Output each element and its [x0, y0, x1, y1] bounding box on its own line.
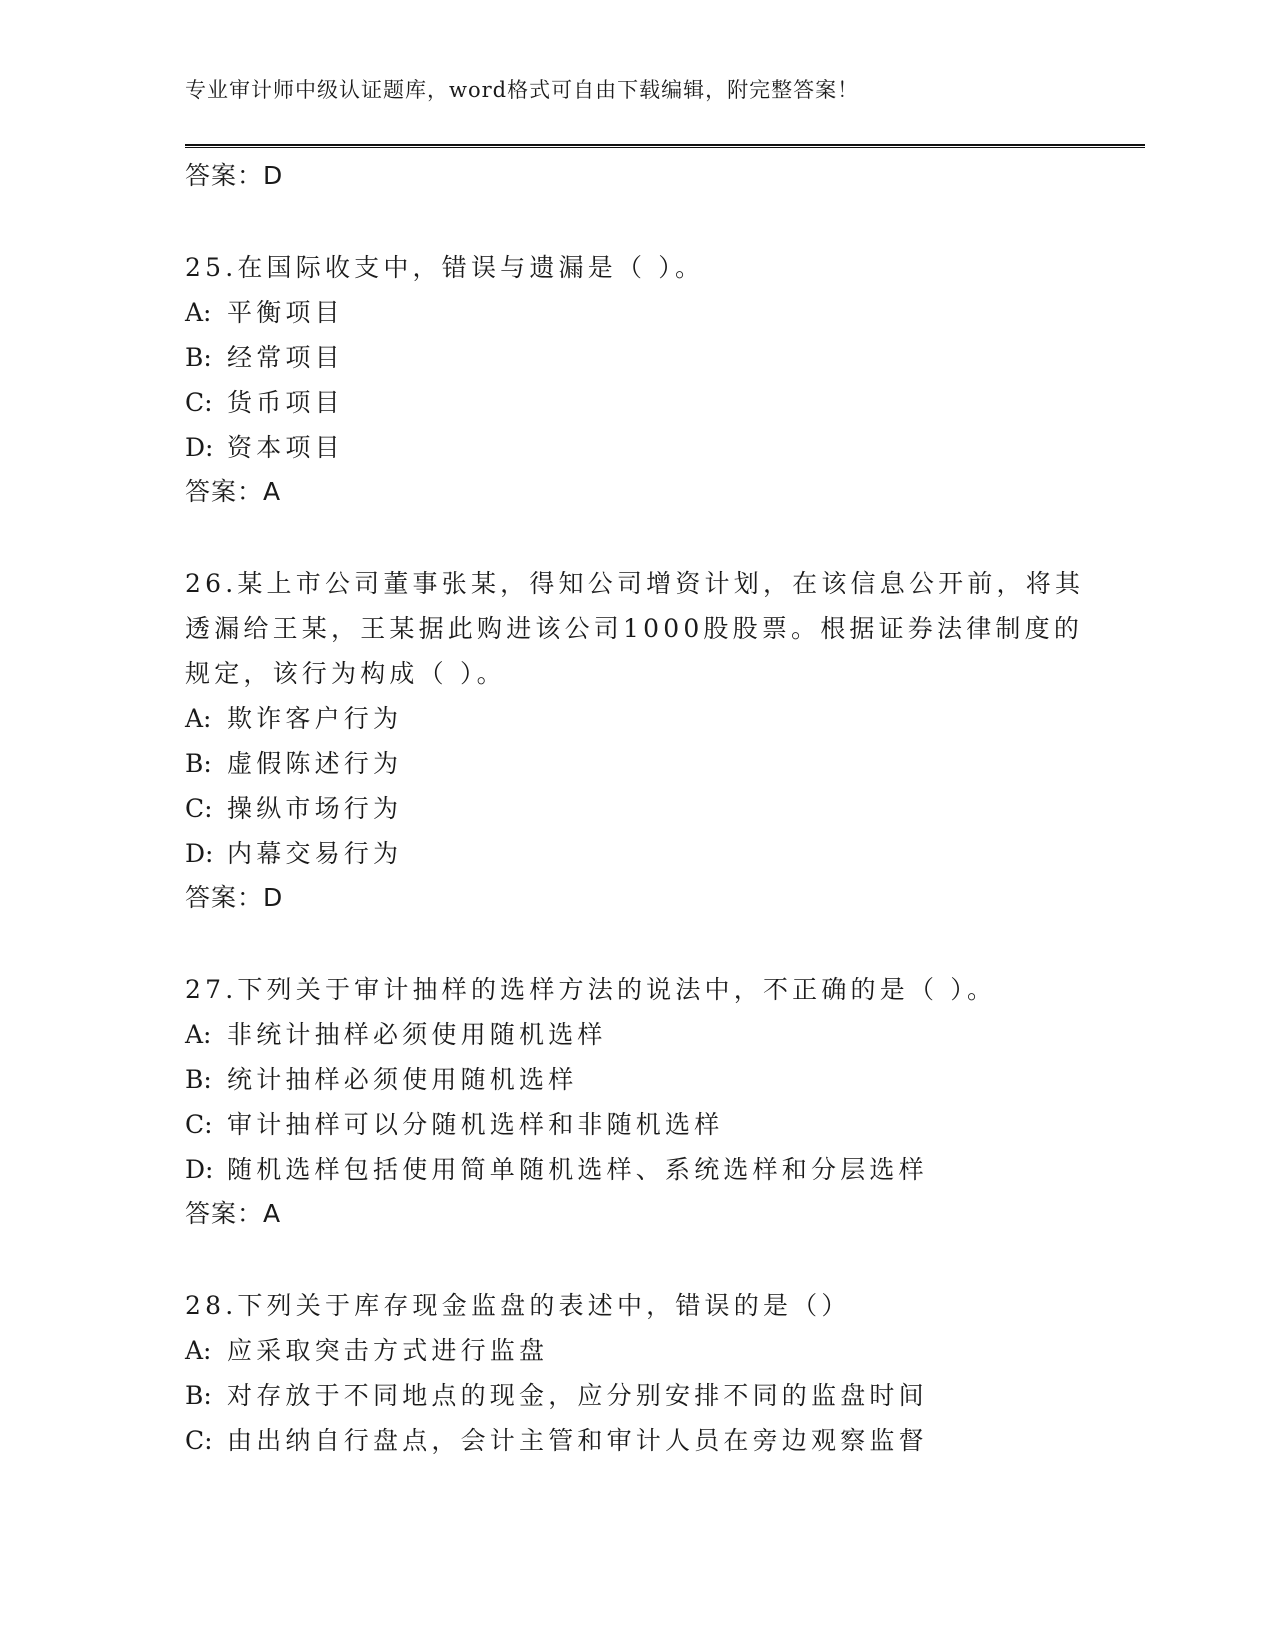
option-key: C:: [185, 1426, 213, 1455]
question-stem: 26.某上市公司董事张某，得知公司增资计划，在该信息公开前，将其透漏给王某，王某据此购进该公司1000股股票。根据证券法律制度的规定，该行为构成（ ）。: [185, 569, 1085, 688]
option-key: B:: [185, 749, 212, 778]
option-c: [185, 1102, 1085, 1147]
question-stem: 28.下列关于库存现金监盘的表述中，错误的是（）: [185, 1291, 851, 1320]
option-text: 平衡项目: [227, 298, 344, 327]
option-d: [185, 425, 1085, 470]
option-text: 对存放于不同地点的现金，应分别安排不同的监盘时间: [227, 1381, 928, 1410]
option-text: 虚假陈述行为: [227, 749, 403, 778]
option-text: 应采取突击方式进行监盘: [227, 1336, 549, 1365]
header-note: 专业审计师中级认证题库，word格式可自由下载编辑，附完整答案！: [185, 78, 860, 102]
option-c: [185, 380, 1085, 425]
option-b: [185, 1373, 1085, 1418]
question-block: [185, 1283, 1085, 1463]
option-text: 货币项目: [227, 388, 344, 417]
option-b: [185, 1057, 1085, 1102]
question-block: [185, 967, 1085, 1236]
option-key: D:: [185, 1155, 214, 1184]
option-text: 内幕交易行为: [227, 839, 403, 868]
spacer: [185, 920, 1085, 967]
question-stem: 25.在国际收支中，错误与遗漏是（ ）。: [185, 253, 705, 282]
option-a: [185, 1012, 1085, 1057]
header-divider: [185, 144, 1145, 148]
spacer: [185, 1236, 1085, 1283]
option-key: B:: [185, 1381, 212, 1410]
option-text: 由出纳自行盘点，会计主管和审计人员在旁边观察监督: [227, 1426, 928, 1455]
option-a: [185, 1328, 1085, 1373]
question-stem: 27.下列关于审计抽样的选样方法的说法中，不正确的是（ ）。: [185, 975, 997, 1004]
spacer: [185, 514, 1085, 561]
option-text: 随机选样包括使用简单随机选样、系统选样和分层选样: [227, 1155, 928, 1184]
option-b: [185, 335, 1085, 380]
option-key: A:: [185, 298, 212, 327]
question-block: [185, 245, 1085, 514]
option-c: [185, 786, 1085, 831]
option-text: 资本项目: [227, 433, 344, 462]
answer-line: 答案：A: [185, 477, 282, 506]
option-key: B:: [185, 343, 212, 372]
option-text: 非统计抽样必须使用随机选样: [227, 1020, 607, 1049]
answer-line: 答案：D: [185, 161, 284, 190]
option-key: C:: [185, 388, 213, 417]
option-key: A:: [185, 1020, 212, 1049]
option-a: [185, 696, 1085, 741]
option-d: [185, 1147, 1085, 1192]
option-key: C:: [185, 794, 213, 823]
question-block: [185, 561, 1085, 920]
option-key: A:: [185, 704, 212, 733]
spacer: [185, 198, 1085, 245]
option-text: 操纵市场行为: [227, 794, 403, 823]
option-c: [185, 1418, 1085, 1463]
option-a: [185, 290, 1085, 335]
option-key: D:: [185, 839, 214, 868]
option-key: B:: [185, 1065, 212, 1094]
option-key: D:: [185, 433, 214, 462]
option-text: 经常项目: [227, 343, 344, 372]
option-key: A:: [185, 1336, 212, 1365]
option-b: [185, 741, 1085, 786]
option-text: 欺诈客户行为: [227, 704, 403, 733]
option-d: [185, 831, 1085, 876]
answer-line: 答案：D: [185, 883, 284, 912]
answer-line: 答案：A: [185, 1199, 282, 1228]
option-key: C:: [185, 1110, 213, 1139]
option-text: 审计抽样可以分随机选样和非随机选样: [227, 1110, 724, 1139]
option-text: 统计抽样必须使用随机选样: [227, 1065, 578, 1094]
question-list: [185, 154, 1085, 1463]
